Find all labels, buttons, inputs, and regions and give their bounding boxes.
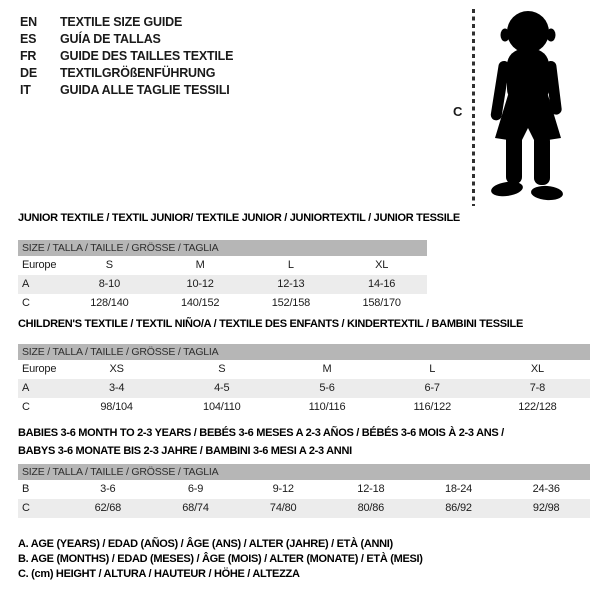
table-cell: 110/116 [308, 401, 346, 413]
table-cell: 68/74 [182, 502, 209, 514]
table-cell: 158/170 [362, 297, 401, 309]
table-cell: 128/140 [90, 297, 129, 309]
row-label: B [22, 483, 30, 495]
table-cell: S [105, 259, 113, 271]
table-cell: XL [375, 259, 389, 271]
table-cell: 98/104 [100, 401, 133, 413]
section-title-children: CHILDREN'S TEXTILE / TEXTIL NIÑO/A / TEXTILE DES ENFANTS / KINDERTEXTIL / BAMBINI TESSILE [18, 318, 523, 330]
row-label: C [22, 401, 30, 413]
language-title-list [20, 13, 233, 98]
language-label: TEXTILGRÖßENFÜHRUNG [60, 65, 216, 80]
language-row-fr [20, 47, 233, 64]
table-cell: 6-7 [424, 382, 440, 394]
table-cell: L [287, 259, 294, 271]
table-row [18, 480, 590, 499]
row-label: Europe [22, 259, 57, 271]
language-label: GUIDE DES TAILLES TEXTILE [60, 48, 234, 63]
table-rows [18, 480, 590, 518]
table-cell: XL [530, 363, 544, 375]
table-row [18, 499, 590, 518]
size-header-bar: SIZE / TALLA / TAILLE / GRÖSSE / TAGLIA [18, 464, 590, 480]
table-cell: L [429, 363, 436, 375]
table-cell: 9-12 [272, 483, 294, 495]
table-cell: 104/110 [203, 401, 241, 413]
table-cell: 8-10 [98, 278, 120, 290]
language-row-de [20, 64, 233, 81]
size-header-bar: SIZE / TALLA / TAILLE / GRÖSSE / TAGLIA [18, 240, 427, 256]
row-label: A [22, 382, 30, 394]
table-cell: 18-24 [444, 483, 473, 495]
footnote-legend [18, 537, 423, 583]
table-cell: XS [109, 363, 124, 375]
language-code: FR [20, 48, 37, 63]
language-label: GUIDA ALLE TAGLIE TESSILI [60, 82, 230, 97]
table-cell: 3-4 [108, 382, 125, 394]
table-cell: 12-13 [277, 278, 305, 290]
table-row [18, 275, 427, 294]
row-label: Europe [22, 363, 57, 375]
language-label: TEXTILE SIZE GUIDE [60, 14, 183, 29]
table-cell: 12-18 [357, 483, 385, 495]
table-rows [18, 360, 590, 417]
table-cell: S [218, 363, 226, 375]
table-cell: 140/152 [180, 297, 220, 309]
table-row [18, 398, 590, 417]
table-row [18, 294, 427, 313]
footnote-height: C. (cm) HEIGHT / ALTURA / HAUTEUR / HÖHE / ALTEZZA [18, 568, 300, 581]
section-title-junior: JUNIOR TEXTILE / TEXTIL JUNIOR/ TEXTILE JUNIOR / JUNIORTEXTIL / JUNIOR TESSILE [18, 212, 460, 224]
language-row-it [20, 81, 233, 98]
table-cell: 3-6 [100, 483, 116, 495]
table-cell: 80/86 [357, 502, 385, 514]
table-row [18, 360, 590, 379]
language-code: IT [20, 82, 31, 97]
height-measure-label: C [453, 104, 463, 119]
table-cell: 86/92 [445, 502, 472, 514]
section-title-babies-line1: BABIES 3-6 MONTH TO 2-3 YEARS / BEBÉS 3-6 MESES A 2-3 AÑOS / BÉBÉS 3-6 MOIS À 2-3 ANS / [18, 427, 504, 439]
junior-size-table [18, 240, 427, 313]
toddler-silhouette-image [478, 6, 578, 208]
footnote-age-years: A. AGE (YEARS) / EDAD (AÑOS) / ÂGE (ANS) / ALTER (JAHRE) / ETÀ (ANNI) [18, 538, 393, 550]
section-title-babies-line2: BABYS 3-6 MONATE BIS 2-3 JAHRE / BAMBINI 3-6 MESI A 2-3 ANNI [18, 445, 352, 457]
row-label: C [22, 297, 30, 309]
table-cell: 4-5 [214, 382, 230, 394]
table-cell: M [322, 363, 332, 375]
row-label: A [22, 278, 30, 290]
language-code: EN [20, 14, 37, 29]
row-label: C [22, 502, 30, 514]
table-cell: 62/68 [94, 502, 122, 514]
table-cell: 10-12 [186, 278, 214, 290]
table-cell: 74/80 [269, 502, 297, 514]
table-cell: 6-9 [187, 483, 204, 495]
table-cell: 7-8 [529, 382, 546, 394]
language-row-en [20, 13, 233, 30]
table-row [18, 256, 427, 275]
table-cell: 116/122 [413, 401, 451, 413]
babies-size-table [18, 464, 590, 518]
language-row-es [20, 30, 233, 47]
table-cell: 14-16 [368, 278, 396, 290]
height-dashed-line [472, 9, 475, 206]
table-cell: 5-6 [319, 382, 335, 394]
table-cell: 92/98 [532, 502, 560, 514]
children-size-table [18, 344, 590, 417]
table-rows [18, 256, 427, 313]
footnote-age-months: B. AGE (MONTHS) / EDAD (MESES) / ÂGE (MOIS) / ALTER (MONATE) / ETÀ (MESI) [18, 553, 423, 566]
table-cell: 24-36 [532, 483, 560, 495]
table-cell: M [195, 259, 205, 271]
language-label: GUÍA DE TALLAS [60, 31, 161, 46]
size-header-bar: SIZE / TALLA / TAILLE / GRÖSSE / TAGLIA [18, 344, 590, 360]
table-cell: 122/128 [518, 401, 557, 413]
section-title-babies [18, 424, 504, 460]
language-code: ES [20, 31, 37, 46]
table-row [18, 379, 590, 398]
table-cell: 152/158 [271, 297, 311, 309]
language-code: DE [20, 65, 37, 80]
